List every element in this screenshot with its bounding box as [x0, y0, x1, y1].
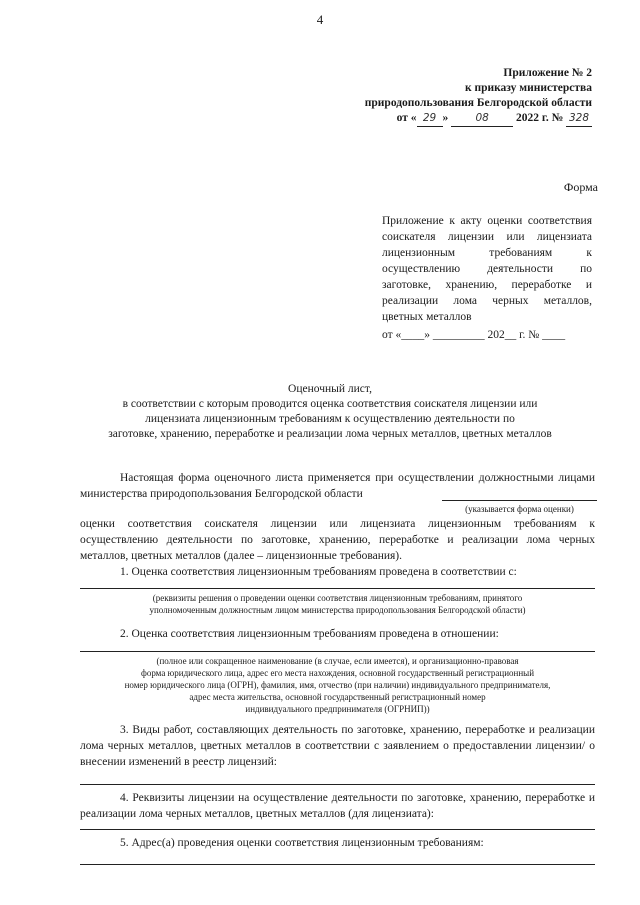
annex-block — [382, 213, 592, 343]
item-1-caption-line-1: (реквизиты решения о проведении оценки соответствия лицензионным требованиям, принятого — [152, 593, 523, 603]
item-1-text: 1. Оценка соответствия лицензионным требованиям проведена в соответствии с: — [120, 566, 517, 578]
item-5-line — [80, 864, 595, 865]
item-2-line — [80, 651, 595, 652]
handwritten-day: 29 — [417, 111, 443, 127]
handwritten-number: 328 — [566, 111, 592, 127]
document-title — [60, 382, 600, 442]
item-4-line — [80, 829, 595, 830]
item-2-text: 2. Оценка соответствия лицензионным требованиям проведена в отношении: — [120, 628, 499, 640]
form-of-assessment-line — [442, 500, 597, 501]
title-line-3: лицензиата лицензионным требованиям к осуществлению деятельности по — [145, 413, 515, 425]
title-line-2: в соответствии с которым проводится оценка соответствия соискателя лицензии или — [122, 398, 538, 410]
item-5-text: 5. Адрес(а) проведения оценки соответствия лицензионным требованиям: — [120, 837, 484, 849]
date-mid: » — [442, 112, 449, 124]
appendix-line-3: природопользования Белгородской области — [364, 97, 592, 109]
intro-part-1: Настоящая форма оценочного листа применяется при осуществлении должностными лицами министерства природопользования Белгородской области — [80, 472, 595, 500]
handwritten-month: 08 — [451, 111, 513, 127]
appendix-line-2: к приказу министерства — [464, 82, 592, 94]
item-1-caption-line-2: уполномоченным должностным лицом министерства природопользования Белгородской области) — [149, 605, 526, 615]
item-2-caption — [80, 655, 595, 715]
appendix-date-line — [292, 111, 592, 127]
form-of-assessment-caption: (указывается форма оценки) — [465, 504, 574, 514]
item-4-text: 4. Реквизиты лицензии на осуществление деятельности по заготовке, хранению, переработке и реализации лома черных металлов, цветных металлов (для лицензиата): — [80, 792, 595, 820]
annex-text: Приложение к акту оценки соответствия соискателя лицензии или лицензиата лицензионным требованиям к осуществлению деятельности по заготовке, хранению, переработке и реализации лома черных металлов, цветных металлов — [382, 215, 592, 323]
appendix-line-1: Приложение № 2 — [503, 67, 592, 79]
item-2-caption-line-1: (полное или сокращенное наименование (в случае, если имеется), и организационно-правовая — [156, 656, 519, 666]
date-year: 2022 г. № — [516, 112, 564, 124]
item-1-caption — [80, 592, 595, 616]
page-number: 4 — [316, 12, 324, 27]
intro-part-2: оценки соответствия соискателя лицензии или лицензиата лицензионным требованиям к осуществлению деятельности по заготовке, хранению, переработке и реализации лома черных металлов, цветных металлов (далее – лицензионные требования). — [80, 518, 595, 562]
title-line-4: заготовке, хранению, переработке и реализации лома черных металлов, цветных металлов — [108, 428, 552, 440]
item-3-text: 3. Виды работ, составляющих деятельность по заготовке, хранению, переработке и реализации лома черных металлов, цветных металлов в соответствии с заявлением о предоставлении лицензии/ о внесении изменений в реестр лицензий: — [80, 724, 595, 768]
date-prefix: от « — [396, 112, 417, 124]
annex-date-line: от «____» _________ 202__ г. № ____ — [382, 329, 566, 341]
item-2-caption-line-3: номер юридического лица (ОГРН), фамилия, имя, отчество (при наличии) индивидуального предпринимателя, — [124, 680, 551, 690]
form-label: Форма — [563, 180, 598, 194]
item-2-caption-line-4: адрес места жительства, основной государственный регистрационный номер — [189, 692, 486, 702]
appendix-header — [292, 66, 592, 127]
item-1-line — [80, 588, 595, 589]
item-2-caption-line-2: форма юридического лица, адрес его места нахождения, основной государственный регистрационный — [140, 668, 535, 678]
item-2-caption-line-5: индивидуального предпринимателя (ОГРНИП)) — [245, 704, 430, 714]
title-line-1: Оценочный лист, — [288, 383, 372, 395]
item-3-line — [80, 784, 595, 785]
